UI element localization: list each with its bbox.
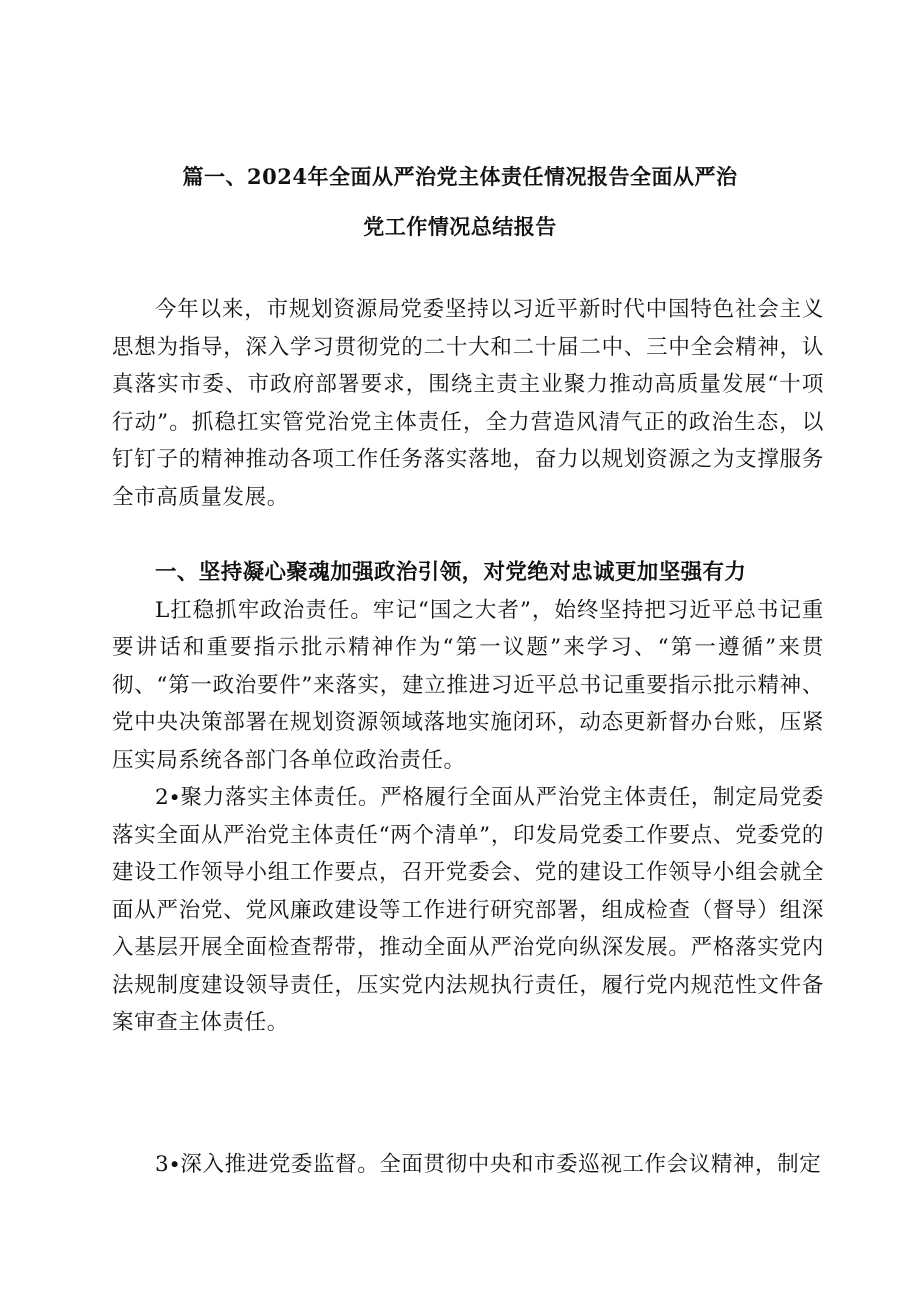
document-title bbox=[100, 152, 820, 252]
title-line-2: 党工作情况总结报告 bbox=[363, 214, 557, 239]
section-1-heading: 一、坚持凝心聚魂加强政治引领，对党绝对忠诚更加坚强有力 bbox=[155, 560, 747, 585]
item-3-section bbox=[112, 1146, 824, 1184]
intro-section bbox=[112, 291, 824, 516]
intro-paragraph: 今年以来，市规划资源局党委坚持以习近平新时代中国特色社会主义思想为指导，深入学习贯彻党的二十大和二十届二中、三中全会精神，认真落实市委、市政府部署要求，围绕主责主业聚力推动高质量发展“十项行动”。抓稳扛实管党治党主体责任，全力营造风清气正的政治生态，以钉钉子的精神推动各项工作任务落实落地，奋力以规划资源之为支撑服务全市高质量发展。 bbox=[112, 297, 824, 510]
item-2-paragraph: 2∙聚力落实主体责任。严格履行全面从严治党主体责任，制定局党委落实全面从严治党主体责任“两个清单”，印发局党委工作要点、党委党的建设工作领导小组工作要点，召开党委会、党的建设工作领导小组会就全面从严治党、党风廉政建设等工作进行研究部署，组成检查（督导）组深入基层开展全面检查帮带，推动全面从严治党向纵深发展。严格落实党内法规制度建设领导责任，压实党内法规执行责任，履行党内规范性文件备案审查主体责任。 bbox=[112, 785, 824, 1035]
item-1-paragraph: L扛稳抓牢政治责任。牢记“国之大者”，始终坚持把习近平总书记重要讲话和重要指示批示精神作为“第一议题”来学习、“第一遵循”来贯彻、“第一政治要件”来落实，建立推进习近平总书记重要指示批示精神、党中央决策部署在规划资源领域落地实施闭环，动态更新督办台账，压紧压实局系统各部门各单位政治责任。 bbox=[112, 597, 824, 773]
section-1 bbox=[112, 554, 824, 1042]
item-3-paragraph: 3∙深入推进党委监督。全面贯彻中央和市委巡视工作会议精神，制定 bbox=[155, 1152, 822, 1177]
title-line-1: 篇一、2024年全面从严治党主体责任情况报告全面从严治 bbox=[182, 164, 738, 189]
